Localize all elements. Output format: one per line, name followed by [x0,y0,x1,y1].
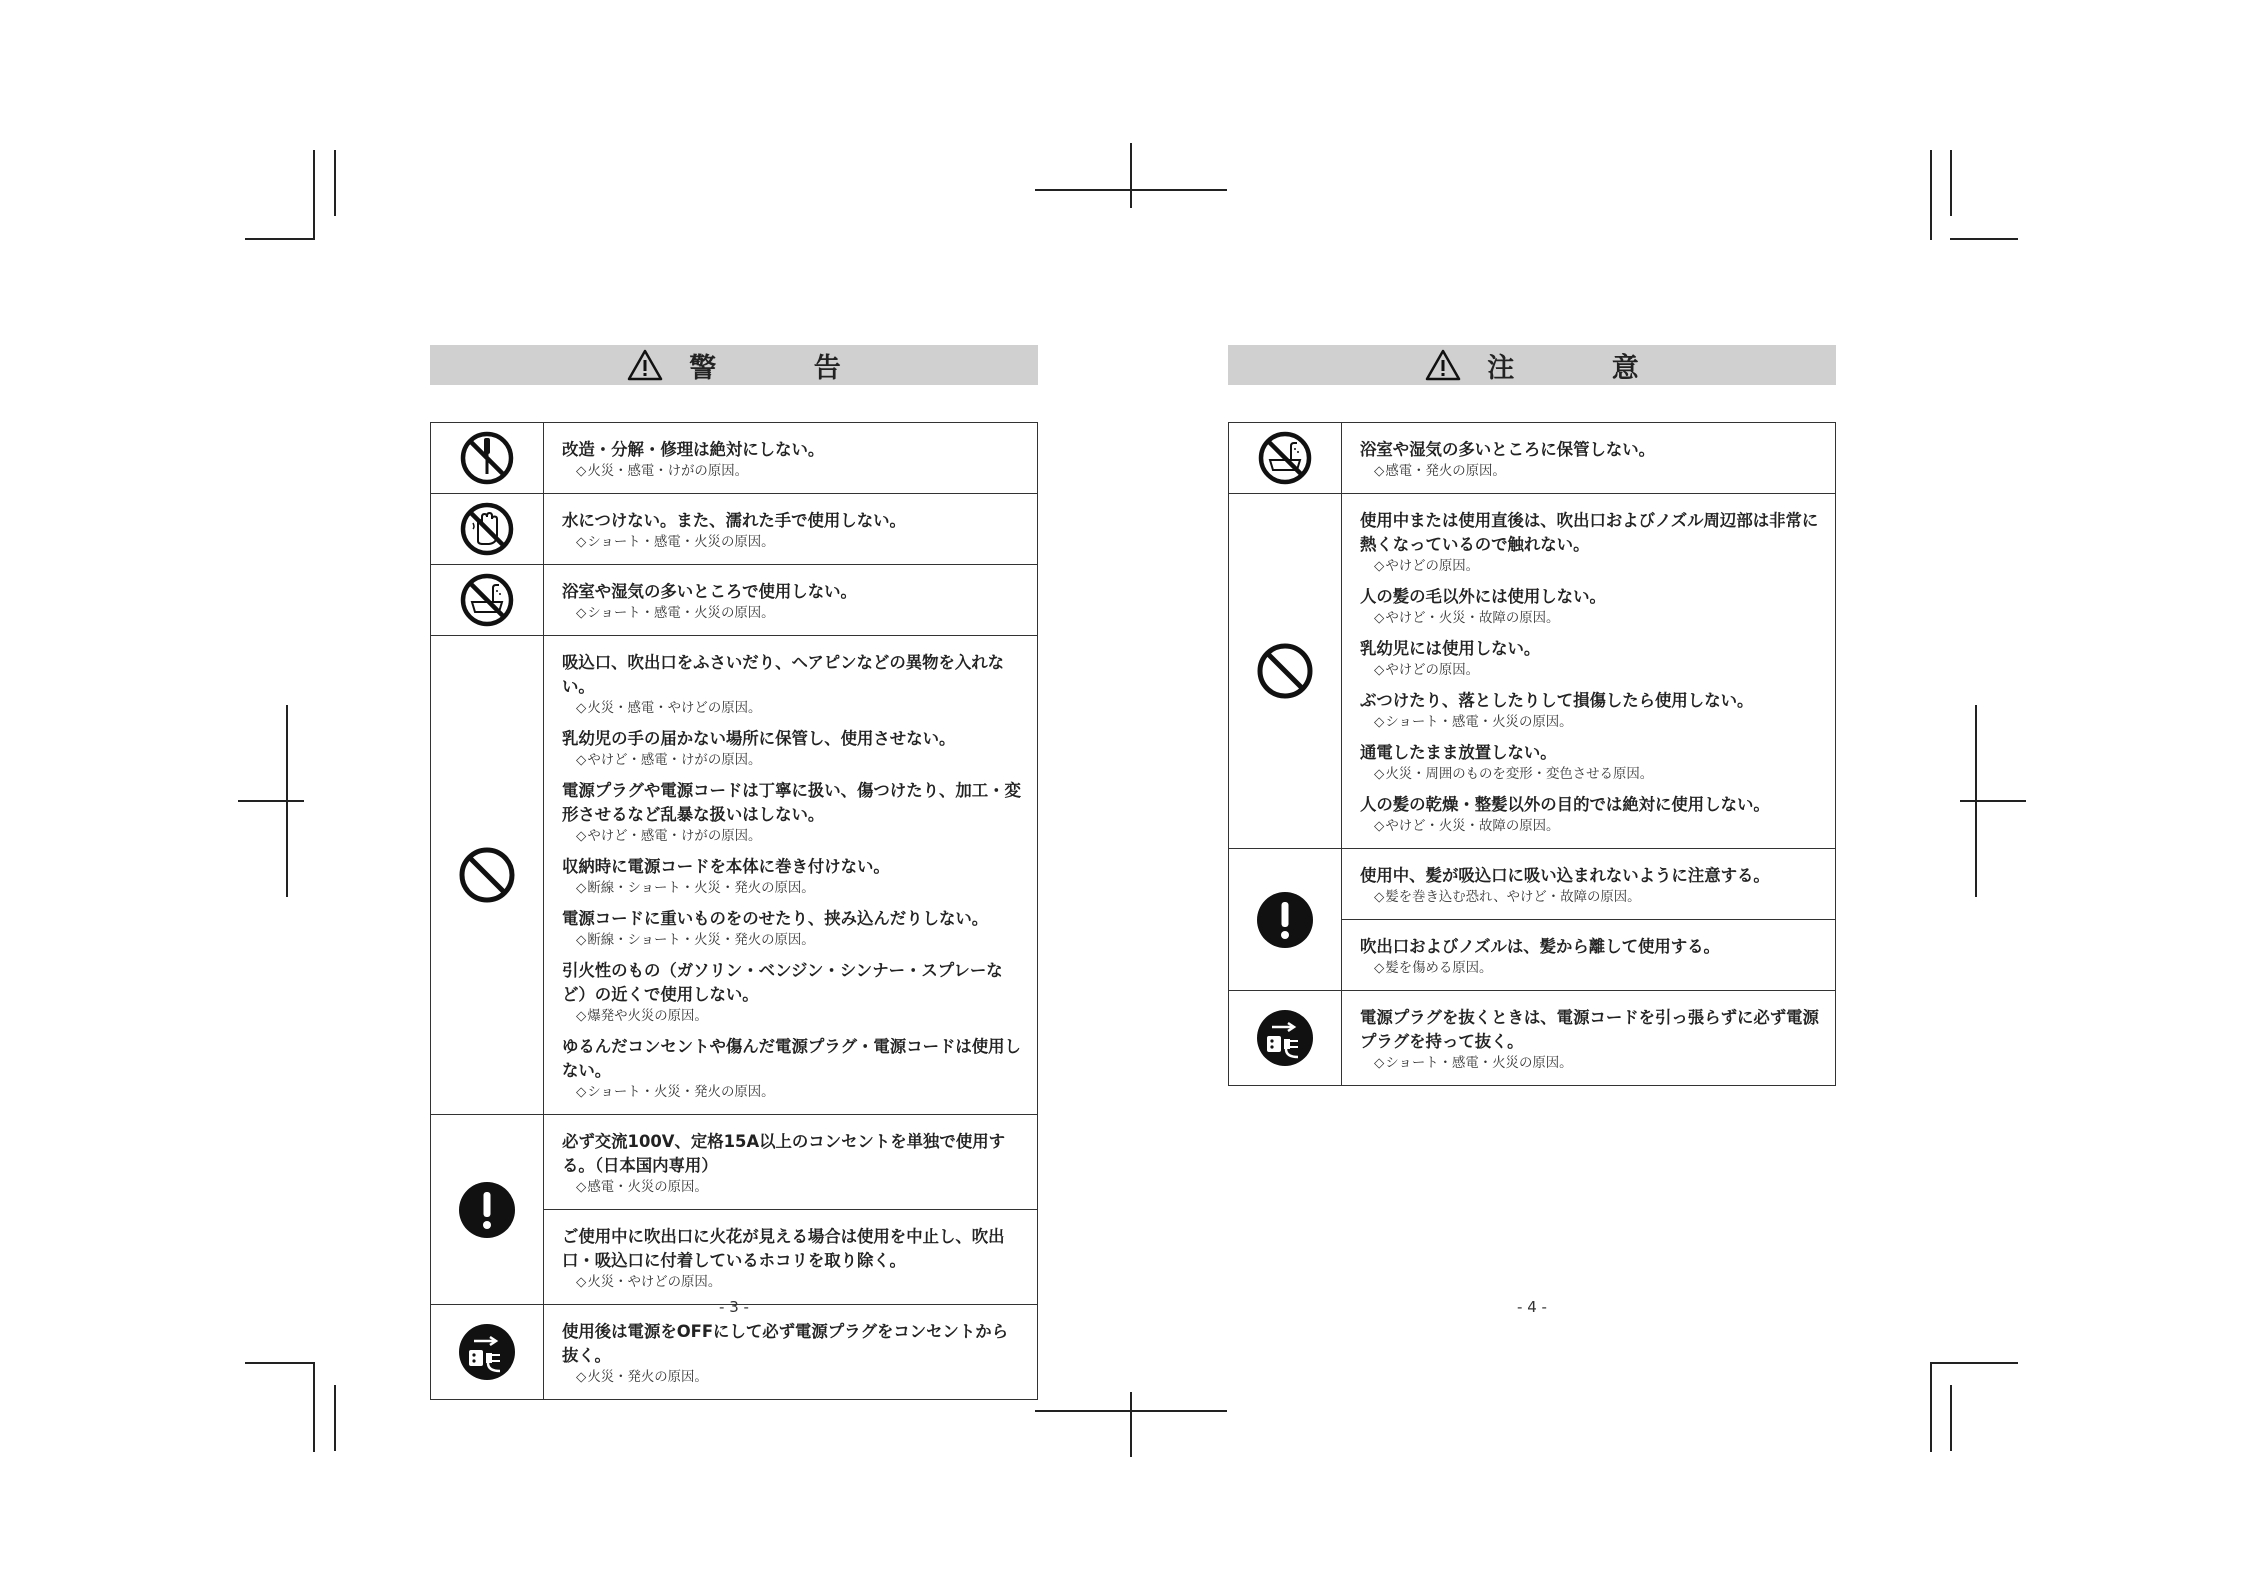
table-row [431,636,1038,1115]
table-row [1229,849,1836,920]
unplug-icon [458,1323,516,1381]
table-row [431,1115,1038,1210]
entry-main: 電源プラグや電源コードは丁寧に扱い、傷つけたり、加工・変形させるなど乱暴な扱いはしない。 [562,781,1021,824]
text-cell [544,636,1038,1115]
table-row [1229,494,1836,849]
icon-cell [431,423,544,494]
list-item [562,779,1023,847]
entry-sub: ◇ ショート・感電・火災の原因。 [562,533,1023,553]
caution-table [1228,422,1836,1086]
list-item [1360,793,1821,837]
entry-main: 水につけない。また、濡れた手で使用しない。 [562,511,906,530]
text-cell [544,1115,1038,1210]
icon-cell [1229,423,1342,494]
entry-main: 引火性のもの（ガソリン・ベンジン・シンナー・スプレーなど）の近くで使用しない。 [562,961,1003,1004]
list-item [1360,438,1821,482]
list-item [562,438,1023,482]
no-wet-hands-icon [459,501,515,557]
entry-main: 乳幼児には使用しない。 [1360,639,1541,658]
entry-sub: ◇ 感電・火災の原因。 [562,1178,1023,1198]
right-page [1228,345,1836,1086]
entry-sub: ◇ 火災・感電・やけどの原因。 [562,699,1023,719]
entry-main: 使用後は電源をOFFにして必ず電源プラグをコンセントから抜く。 [562,1322,1009,1365]
entry-main: 使用中または使用直後は、吹出口およびノズル周辺部は非常に熱くなっているので触れない。 [1360,511,1819,554]
list-item [562,855,1023,899]
icon-cell [431,494,544,565]
entry-main: 人の髪の乾燥・整髪以外の目的では絶対に使用しない。 [1360,795,1770,814]
icon-cell [431,636,544,1115]
list-item [1360,741,1821,785]
unplug-icon [1256,1009,1314,1067]
left-page [430,345,1038,1400]
entry-sub: ◇ 髪を巻き込む恐れ、やけど・故障の原因。 [1360,888,1821,908]
table-row [1229,991,1836,1086]
entry-main: 必ず交流100V、定格15A以上のコンセントを単独で使用する。（日本国内専用） [562,1132,1005,1175]
list-item [1360,935,1821,979]
text-cell [1342,849,1836,920]
entry-main: 収納時に電源コードを本体に巻き付けない。 [562,857,890,876]
entry-sub: ◇ 断線・ショート・火災・発火の原因。 [562,879,1023,899]
entry-sub: ◇ やけど・火災・故障の原因。 [1360,609,1821,629]
entry-main: ご使用中に吹出口に火花が見える場合は使用を中止し、吹出口・吸込口に付着しているホコリを取り除く。 [562,1227,1005,1270]
mandatory-exclamation-icon [1256,891,1314,949]
list-item [562,727,1023,771]
text-cell [544,565,1038,636]
table-row [431,565,1038,636]
warning-triangle-icon [627,349,663,381]
entry-main: 浴室や湿気の多いところで使用しない。 [562,582,857,601]
table-row [431,494,1038,565]
entry-sub: ◇ 火災・発火の原因。 [562,1368,1023,1388]
list-item [1360,689,1821,733]
list-item [562,1225,1023,1293]
list-item [562,509,1023,553]
text-cell [1342,920,1836,991]
list-item [1360,1006,1821,1074]
entry-main: 改造・分解・修理は絶対にしない。 [562,440,825,459]
header-title: 注 意 [1487,352,1683,384]
entry-main: 人の髪の毛以外には使用しない。 [1360,587,1606,606]
list-item [1360,585,1821,629]
list-item [1360,864,1821,908]
icon-cell [431,1115,544,1305]
table-row [1229,423,1836,494]
no-bathroom-icon [1257,430,1313,486]
entry-main: 電源プラグを抜くときは、電源コードを引っ張らずに必ず電源プラグを持って抜く。 [1360,1008,1819,1051]
icon-cell [1229,849,1342,991]
entry-main: 浴室や湿気の多いところに保管しない。 [1360,440,1656,459]
list-item [1360,509,1821,577]
entry-sub: ◇ 感電・発火の原因。 [1360,462,1821,482]
text-cell [1342,423,1836,494]
entry-sub: ◇ 爆発や火災の原因。 [562,1007,1023,1027]
entry-sub: ◇ やけど・感電・けがの原因。 [562,751,1023,771]
text-cell [544,494,1038,565]
entry-main: 吸込口、吹出口をふさいだり、ヘアピンなどの異物を入れない。 [562,653,1005,696]
warning-table [430,422,1038,1400]
list-item [562,580,1023,624]
text-cell [1342,494,1836,849]
list-item [562,1035,1023,1103]
prohibition-icon [458,846,516,904]
list-item [562,907,1023,951]
table-row [431,423,1038,494]
entry-sub: ◇ やけどの原因。 [1360,557,1821,577]
entry-main: 通電したまま放置しない。 [1360,743,1557,762]
icon-cell [1229,494,1342,849]
entry-main: 電源コードに重いものをのせたり、挟み込んだりしない。 [562,909,989,928]
entry-sub: ◇ 火災・やけどの原因。 [562,1273,1023,1293]
no-bathroom-icon [459,572,515,628]
page-number-left: - 3 - [719,1298,749,1316]
entry-sub: ◇ やけど・感電・けがの原因。 [562,827,1023,847]
entry-sub: ◇ ショート・感電・火災の原因。 [1360,713,1821,733]
entry-main: 吹出口およびノズルは、髪から離して使用する。 [1360,937,1720,956]
entry-sub: ◇ ショート・感電・火災の原因。 [562,604,1023,624]
icon-cell [431,565,544,636]
list-item [562,1130,1023,1198]
table-row [431,1305,1038,1400]
warning-header [430,345,1038,385]
text-cell [544,423,1038,494]
entry-sub: ◇ 火災・感電・けがの原因。 [562,462,1023,482]
mandatory-exclamation-icon [458,1181,516,1239]
list-item [562,959,1023,1027]
entry-sub: ◇ やけど・火災・故障の原因。 [1360,817,1821,837]
list-item [562,1320,1023,1388]
text-cell [544,1210,1038,1305]
header-title: 警 告 [689,352,885,384]
caution-header [1228,345,1836,385]
entry-main: ゆるんだコンセントや傷んだ電源プラグ・電源コードは使用しない。 [562,1037,1021,1080]
text-cell [1342,991,1836,1086]
icon-cell [431,1305,544,1400]
entry-sub: ◇ 断線・ショート・火災・発火の原因。 [562,931,1023,951]
entry-sub: ◇ ショート・火災・発火の原因。 [562,1083,1023,1103]
warning-triangle-icon [1425,349,1461,381]
icon-cell [1229,991,1342,1086]
entry-main: ぶつけたり、落としたりして損傷したら使用しない。 [1360,691,1754,710]
entry-sub: ◇ やけどの原因。 [1360,661,1821,681]
entry-sub: ◇ ショート・感電・火災の原因。 [1360,1054,1821,1074]
no-disassembly-icon [459,430,515,486]
page-number-right: - 4 - [1517,1298,1547,1316]
list-item [562,651,1023,719]
text-cell [544,1305,1038,1400]
entry-main: 乳幼児の手の届かない場所に保管し、使用させない。 [562,729,956,748]
entry-sub: ◇ 髪を傷める原因。 [1360,959,1821,979]
entry-main: 使用中、髪が吸込口に吸い込まれないように注意する。 [1360,866,1770,885]
entry-sub: ◇ 火災・周囲のものを変形・変色させる原因。 [1360,765,1821,785]
prohibition-icon [1256,642,1314,700]
list-item [1360,637,1821,681]
